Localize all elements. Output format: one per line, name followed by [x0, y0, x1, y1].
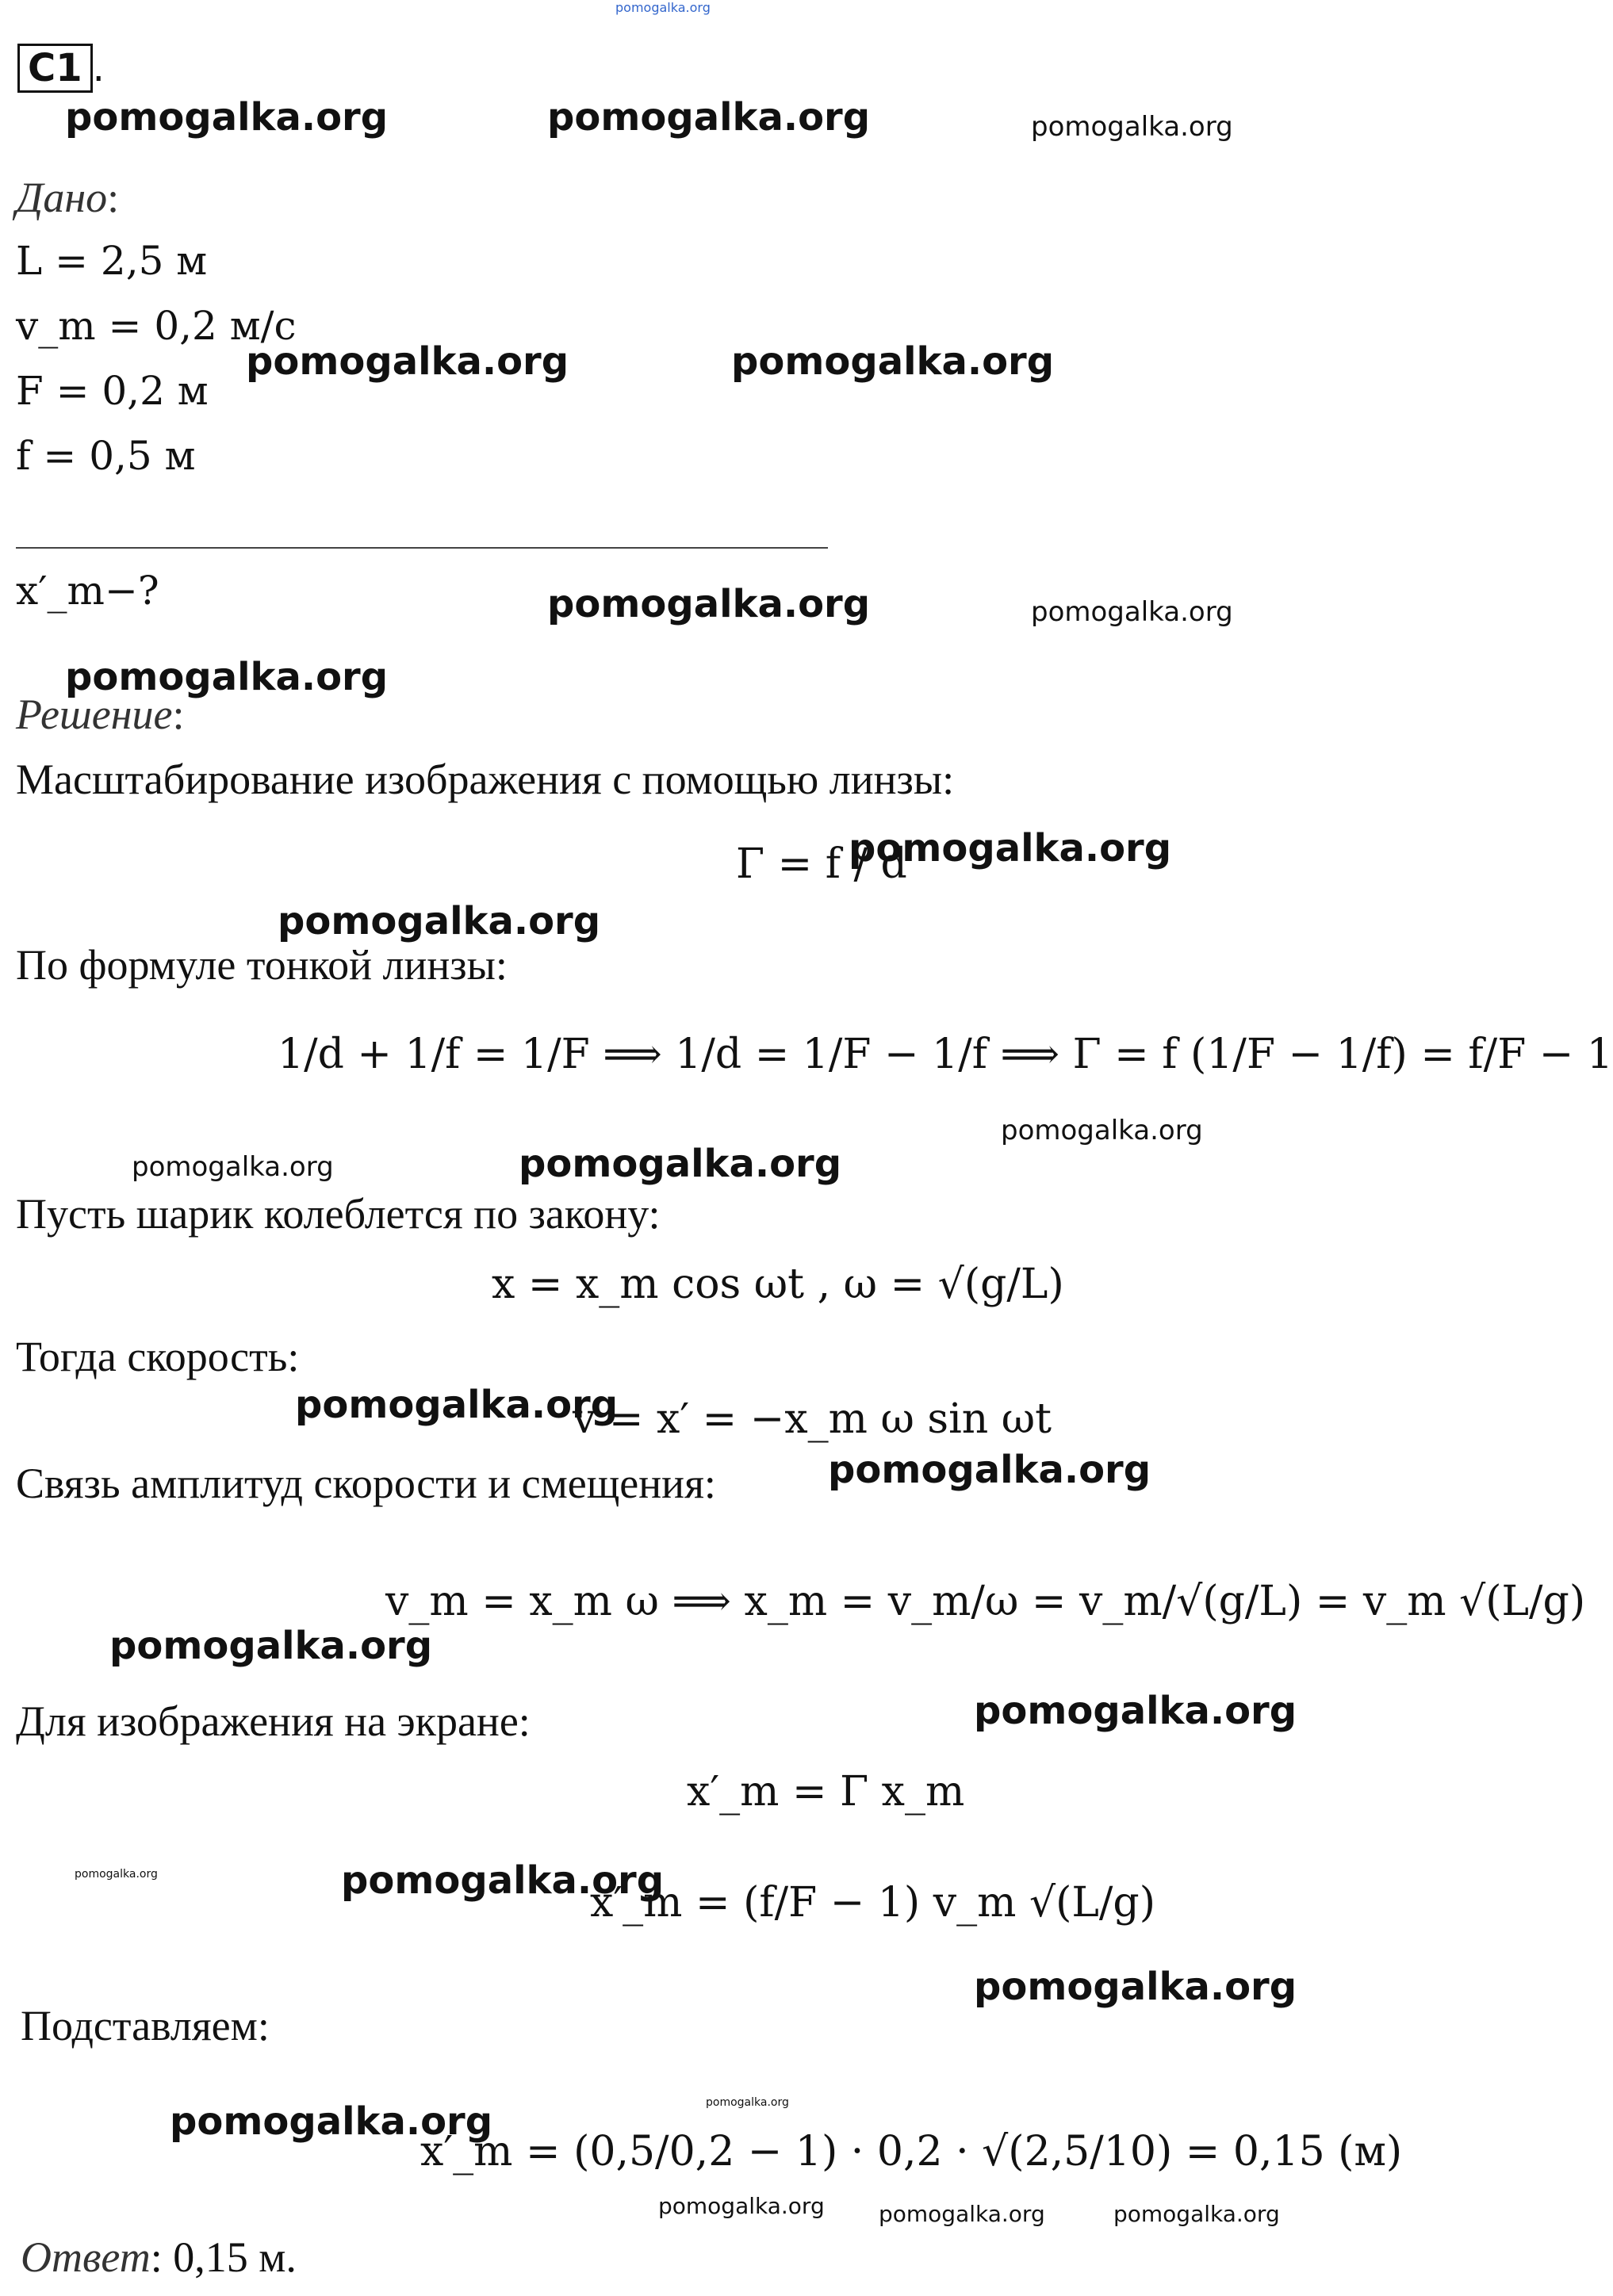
- given-line-distance: f = 0,5 м: [16, 433, 196, 479]
- solution-paragraph-5: Связь амплитуд скорости и смещения:: [16, 1460, 716, 1507]
- given-line-length: L = 2,5 м: [16, 238, 208, 284]
- watermark: pomogalka.org: [706, 2096, 789, 2109]
- answer-line: [21, 2233, 297, 2282]
- solution-title: Решение: [16, 691, 173, 738]
- given-line-velocity: v_m = 0,2 м/с: [16, 303, 297, 349]
- watermark: pomogalka.org: [974, 1689, 1297, 1733]
- answer-value: : 0,15 м.: [150, 2233, 297, 2281]
- equation-velocity: v = x′ = −x_m ω sin ωt: [573, 1395, 1052, 1443]
- watermark: pomogalka.org: [658, 2193, 825, 2219]
- watermark: pomogalka.org: [519, 1142, 842, 1186]
- watermark: pomogalka.org: [109, 1624, 433, 1668]
- equation-image-amplitude: x′_m = Γ x_m: [687, 1768, 965, 1816]
- solution-paragraph-1: Масштабирование изображения с помощью линзы:: [16, 756, 955, 803]
- watermark: pomogalka.org: [731, 339, 1055, 384]
- equation-oscillation: x = x_m cos ωt , ω = √(g/L): [492, 1261, 1064, 1308]
- watermark: pomogalka.org: [547, 95, 871, 140]
- watermark: pomogalka.org: [295, 1383, 619, 1427]
- solution-colon: :: [172, 691, 185, 738]
- find-line: x′_m−?: [16, 568, 159, 614]
- problem-label: [17, 46, 105, 90]
- solution-heading: [16, 690, 185, 739]
- given-title: Дано: [16, 174, 108, 221]
- watermark: pomogalka.org: [1113, 2201, 1280, 2227]
- watermark: pomogalka.org: [828, 1448, 1151, 1492]
- problem-number: C1: [17, 44, 93, 93]
- solution-paragraph-6: Для изображения на экране:: [16, 1697, 531, 1745]
- watermark: pomogalka.org: [1001, 1115, 1203, 1146]
- equation-image-amplitude-expanded: x′_m = (f/F − 1) v_m √(L/g): [590, 1879, 1155, 1927]
- watermark: pomogalka.org: [547, 582, 871, 626]
- problem-label-dot: .: [92, 46, 105, 90]
- watermark: pomogalka.org: [879, 2201, 1045, 2227]
- watermark: pomogalka.org: [170, 2099, 493, 2144]
- equation-thin-lens: 1/d + 1/f = 1/F ⟹ 1/d = 1/F − 1/f ⟹ Γ = f (1/F − 1/f) = f/F − 1: [278, 1031, 1613, 1078]
- header-watermark: pomogalka.org: [615, 0, 711, 15]
- watermark: pomogalka.org: [75, 1868, 158, 1881]
- given-line-focal: F = 0,2 м: [16, 368, 209, 414]
- watermark: pomogalka.org: [278, 899, 601, 943]
- solution-paragraph-2: По формуле тонкой линзы:: [16, 941, 508, 989]
- watermark: pomogalka.org: [341, 1858, 665, 1903]
- given-heading: [16, 173, 119, 222]
- watermark: pomogalka.org: [1031, 596, 1233, 628]
- watermark: pomogalka.org: [1031, 111, 1233, 143]
- watermark: pomogalka.org: [132, 1151, 334, 1183]
- solution-paragraph-4: Тогда скорость:: [16, 1333, 300, 1380]
- watermark: pomogalka.org: [65, 95, 389, 140]
- watermark: pomogalka.org: [849, 826, 1172, 871]
- watermark: pomogalka.org: [246, 339, 569, 384]
- watermark: pomogalka.org: [65, 655, 389, 699]
- equation-substitution: x′_m = (0,5/0,2 − 1) · 0,2 · √(2,5/10) = 0,15 (м): [420, 2128, 1403, 2175]
- given-colon: :: [107, 174, 120, 221]
- solution-paragraph-3: Пусть шарик колеблется по закону:: [16, 1190, 661, 1238]
- given-divider: [16, 547, 828, 549]
- watermark: pomogalka.org: [974, 1965, 1297, 2009]
- answer-title: Ответ: [21, 2233, 151, 2281]
- solution-paragraph-7: Подставляем:: [21, 2002, 270, 2049]
- equation-magnification: Γ = f / d: [736, 840, 907, 888]
- equation-amplitudes: v_m = x_m ω ⟹ x_m = v_m/ω = v_m/√(g/L) = v_m √(L/g): [385, 1578, 1586, 1625]
